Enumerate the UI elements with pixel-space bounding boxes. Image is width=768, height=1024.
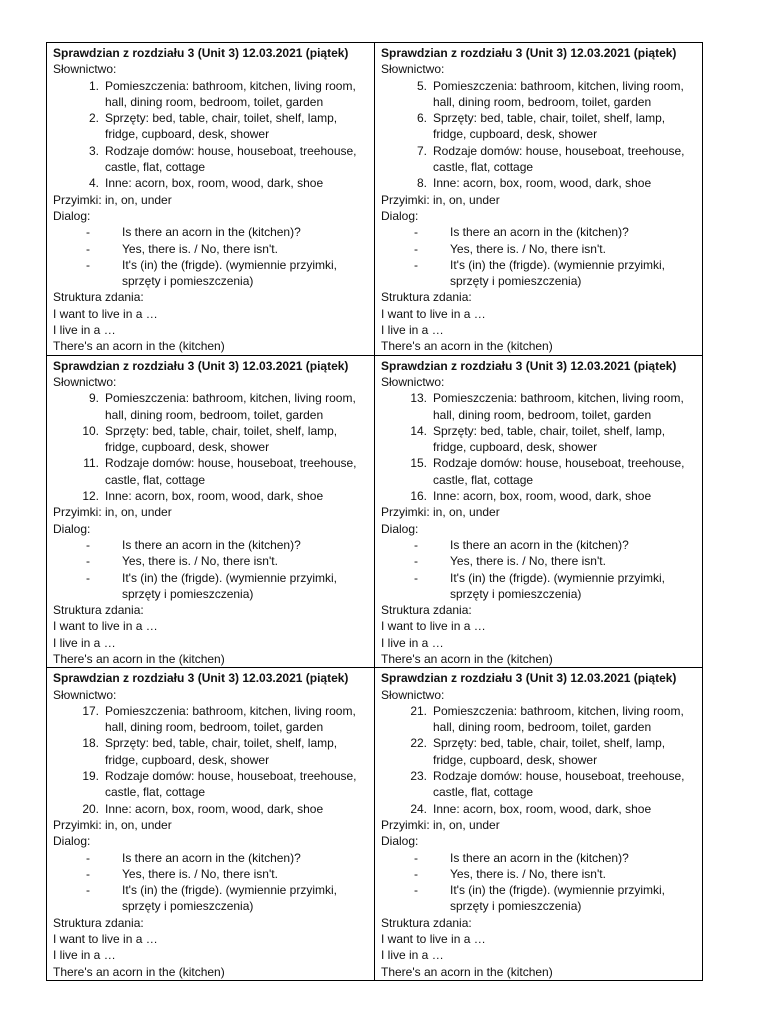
item-text: Inne: acorn, box, room, wood, dark, shoe [105,176,324,191]
dialog-text: Yes, there is. / No, there isn't. [450,866,606,881]
structure-line: I want to live in a … [53,932,158,947]
item-text: Rodzaje domów: house, houseboat, treehouse, castle, flat, cottage [433,456,685,487]
dialog-text: Is there an acorn in the (kitchen)? [122,850,301,865]
item-text: Pomieszczenia: bathroom, kitchen, living room, hall, dining room, bedroom, toilet, garden [433,78,684,109]
item-number: 8. [416,176,427,191]
dialog-list-item [53,257,371,290]
card-cell [375,668,703,981]
structure-line: I live in a … [53,323,116,338]
item-number: 9. [88,391,99,406]
card-title: Sprawdzian z rozdziału 3 (Unit 3) 12.03.2021 (piątek) [381,358,677,373]
dialog-text: It's (in) the (frigde). (wymiennie przyimki, sprzęty i pomieszczenia) [122,570,338,601]
item-text: Sprzęty: bed, table, chair, toilet, shelf, lamp, fridge, cupboard, desk, shower [105,111,338,142]
item-number: 1. [88,78,99,93]
vocab-label: Słownictwo: [381,687,445,702]
dash-bullet: - [86,225,90,240]
item-number: 23. [410,769,427,784]
dash-bullet: - [86,883,90,898]
dash-bullet: - [86,850,90,865]
vocab-list-item [381,175,699,191]
vocab-list-item [381,143,699,176]
dialog-list-item [53,882,371,915]
item-text: Rodzaje domów: house, houseboat, treehouse, castle, flat, cottage [433,769,685,800]
quiz-card [53,670,371,980]
dialog-text: Is there an acorn in the (kitchen)? [122,537,301,552]
dash-bullet: - [414,537,418,552]
structure-line: There's an acorn in the (kitchen) [53,964,225,979]
vocab-list-item [381,768,699,801]
prepositions-line: Przyimki: in, on, under [53,505,172,520]
item-number: 5. [416,78,427,93]
item-text: Pomieszczenia: bathroom, kitchen, living room, hall, dining room, bedroom, toilet, garden [433,703,684,735]
item-number: 3. [88,143,99,158]
vocab-list-item [381,455,699,488]
card-cell [47,43,375,356]
vocab-label: Słownictwo: [381,62,445,77]
vocab-list-item [53,768,371,801]
vocab-list-item [381,801,699,817]
item-text: Rodzaje domów: house, houseboat, treehouse, castle, flat, cottage [105,456,357,487]
structure-line: I want to live in a … [381,306,486,321]
item-text: Inne: acorn, box, room, wood, dark, shoe [433,801,652,816]
quiz-card [381,45,699,355]
structure-line: I live in a … [381,635,444,650]
card-cell [375,43,703,356]
table-row [47,668,703,981]
dash-bullet: - [414,241,418,256]
dialog-list-item [53,570,371,603]
dialog-text: Yes, there is. / No, there isn't. [122,866,278,881]
structure-line: There's an acorn in the (kitchen) [381,339,553,354]
structure-line: I want to live in a … [53,619,158,634]
dialog-list-item [381,553,699,569]
quiz-card [381,670,699,980]
dialog-list-item [381,537,699,553]
item-text: Pomieszczenia: bathroom, kitchen, living room, hall, dining room, bedroom, toilet, garden [105,78,356,109]
prepositions-line: Przyimki: in, on, under [53,817,172,832]
item-text: Inne: acorn, box, room, wood, dark, shoe [105,489,324,504]
vocab-list-item [381,703,699,736]
item-text: Inne: acorn, box, room, wood, dark, shoe [433,176,652,191]
vocab-list-item [381,488,699,504]
dialog-label: Dialog: [53,208,91,223]
dialog-text: It's (in) the (frigde). (wymiennie przyimki, sprzęty i pomieszczenia) [122,257,338,289]
structure-line: There's an acorn in the (kitchen) [53,651,225,666]
prepositions-line: Przyimki: in, on, under [381,505,500,520]
dialog-list-item [381,882,699,915]
vocab-list-item [53,143,371,176]
card-title: Sprawdzian z rozdziału 3 (Unit 3) 12.03.2021 (piątek) [53,46,349,60]
structure-line: I want to live in a … [381,932,486,947]
prepositions-line: Przyimki: in, on, under [381,817,500,832]
vocab-list-item [53,801,371,817]
structure-line: I live in a … [381,948,444,963]
card-cell [375,355,703,668]
dialog-list-item [53,224,371,240]
item-text: Rodzaje domów: house, houseboat, treehouse, castle, flat, cottage [433,143,685,175]
dash-bullet: - [414,225,418,240]
structure-line: There's an acorn in the (kitchen) [381,651,553,666]
dash-bullet: - [414,850,418,865]
prepositions-line: Przyimki: in, on, under [381,192,500,207]
table-row [47,355,703,668]
vocab-list-item [53,423,371,456]
dialog-text: It's (in) the (frigde). (wymiennie przyimki, sprzęty i pomieszczenia) [122,883,338,914]
item-text: Pomieszczenia: bathroom, kitchen, living room, hall, dining room, bedroom, toilet, garden [105,703,356,735]
item-number: 19. [82,769,99,784]
structure-line: I want to live in a … [381,619,486,634]
item-number: 4. [88,176,99,191]
item-number: 6. [416,111,427,126]
dash-bullet: - [414,570,418,585]
dialog-list-item [53,850,371,866]
dialog-label: Dialog: [381,521,419,536]
vocab-label: Słownictwo: [381,374,445,389]
item-text: Inne: acorn, box, room, wood, dark, shoe [433,489,652,504]
dialog-list-item [53,537,371,553]
item-text: Rodzaje domów: house, houseboat, treehouse, castle, flat, cottage [105,143,357,175]
dialog-text: Is there an acorn in the (kitchen)? [450,225,629,240]
dialog-list-item [53,553,371,569]
item-text: Sprzęty: bed, table, chair, toilet, shelf, lamp, fridge, cupboard, desk, shower [105,423,338,455]
dialog-list-item [381,257,699,290]
card-title: Sprawdzian z rozdziału 3 (Unit 3) 12.03.2021 (piątek) [381,671,677,686]
dialog-text: Yes, there is. / No, there isn't. [122,554,278,569]
structure-label: Struktura zdania: [53,290,144,305]
item-text: Sprzęty: bed, table, chair, toilet, shelf, lamp, fridge, cupboard, desk, shower [433,736,666,767]
dialog-list-item [381,570,699,603]
card-title: Sprawdzian z rozdziału 3 (Unit 3) 12.03.2021 (piątek) [53,671,349,686]
vocab-label: Słownictwo: [53,374,117,389]
structure-label: Struktura zdania: [381,603,472,618]
vocab-list-item [381,735,699,768]
dialog-label: Dialog: [381,834,419,849]
item-text: Sprzęty: bed, table, chair, toilet, shelf, lamp, fridge, cupboard, desk, shower [433,111,666,142]
quiz-card [53,45,371,355]
card-cell [47,668,375,981]
dialog-list-item [381,224,699,240]
vocab-label: Słownictwo: [53,687,117,702]
item-number: 14. [410,423,427,438]
item-text: Inne: acorn, box, room, wood, dark, shoe [105,801,324,816]
card-title: Sprawdzian z rozdziału 3 (Unit 3) 12.03.2021 (piątek) [381,46,677,60]
item-text: Rodzaje domów: house, houseboat, treehouse, castle, flat, cottage [105,769,357,800]
item-number: 18. [82,736,99,751]
dialog-label: Dialog: [53,834,91,849]
table-row [47,43,703,356]
vocab-list-item [53,390,371,423]
item-text: Pomieszczenia: bathroom, kitchen, living room, hall, dining room, bedroom, toilet, garden [433,391,684,422]
item-number: 22. [410,736,427,751]
dialog-text: Yes, there is. / No, there isn't. [122,241,278,256]
item-number: 10. [82,423,99,438]
structure-line: I want to live in a … [53,306,158,321]
dialog-text: It's (in) the (frigde). (wymiennie przyimki, sprzęty i pomieszczenia) [450,570,666,601]
dialog-text: Yes, there is. / No, there isn't. [450,241,606,256]
structure-line: I live in a … [381,323,444,338]
prepositions-line: Przyimki: in, on, under [53,192,172,207]
dash-bullet: - [414,554,418,569]
dialog-list-item [381,866,699,882]
dash-bullet: - [414,257,418,272]
structure-label: Struktura zdania: [53,603,144,618]
dash-bullet: - [86,537,90,552]
quiz-card [53,358,371,668]
item-number: 11. [83,456,99,471]
dialog-text: Is there an acorn in the (kitchen)? [450,850,629,865]
dialog-text: Is there an acorn in the (kitchen)? [122,225,301,240]
item-text: Sprzęty: bed, table, chair, toilet, shelf, lamp, fridge, cupboard, desk, shower [105,736,338,767]
vocab-list-item [53,175,371,191]
vocab-list-item [381,423,699,456]
item-number: 20. [82,801,99,816]
vocab-list-item [53,703,371,736]
dialog-label: Dialog: [53,521,91,536]
worksheet-table [46,42,703,981]
vocab-label: Słownictwo: [53,62,117,77]
card-title: Sprawdzian z rozdziału 3 (Unit 3) 12.03.2021 (piątek) [53,358,349,373]
item-text: Sprzęty: bed, table, chair, toilet, shelf, lamp, fridge, cupboard, desk, shower [433,423,666,455]
dialog-text: Is there an acorn in the (kitchen)? [450,537,629,552]
structure-line: There's an acorn in the (kitchen) [53,339,225,354]
dialog-list-item [381,241,699,257]
dash-bullet: - [86,241,90,256]
dialog-label: Dialog: [381,208,419,223]
dialog-list-item [381,850,699,866]
item-number: 17. [82,703,99,718]
dialog-text: Yes, there is. / No, there isn't. [450,554,606,569]
structure-line: I live in a … [53,635,116,650]
dash-bullet: - [414,883,418,898]
item-number: 7. [416,143,427,158]
vocab-list-item [381,390,699,423]
item-number: 15. [410,456,427,471]
vocab-list-item [381,110,699,143]
dialog-list-item [53,866,371,882]
dialog-text: It's (in) the (frigde). (wymiennie przyimki, sprzęty i pomieszczenia) [450,883,666,914]
item-number: 21. [410,703,427,718]
item-number: 13. [410,391,427,406]
vocab-list-item [53,455,371,488]
item-number: 24. [410,801,427,816]
vocab-list-item [381,78,699,111]
item-number: 16. [410,489,427,504]
structure-label: Struktura zdania: [381,915,472,930]
structure-line: There's an acorn in the (kitchen) [381,964,553,979]
card-cell [47,355,375,668]
vocab-list-item [53,735,371,768]
dash-bullet: - [414,866,418,881]
item-number: 12. [82,489,99,504]
quiz-card [381,358,699,668]
structure-line: I live in a … [53,948,116,963]
dash-bullet: - [86,570,90,585]
item-number: 2. [88,111,99,126]
dialog-list-item [53,241,371,257]
dialog-text: It's (in) the (frigde). (wymiennie przyimki, sprzęty i pomieszczenia) [450,257,666,289]
vocab-list-item [53,488,371,504]
item-text: Pomieszczenia: bathroom, kitchen, living room, hall, dining room, bedroom, toilet, garden [105,391,356,422]
dash-bullet: - [86,554,90,569]
vocab-list-item [53,110,371,143]
dash-bullet: - [86,257,90,272]
vocab-list-item [53,78,371,111]
dash-bullet: - [86,866,90,881]
structure-label: Struktura zdania: [381,290,472,305]
structure-label: Struktura zdania: [53,915,144,930]
